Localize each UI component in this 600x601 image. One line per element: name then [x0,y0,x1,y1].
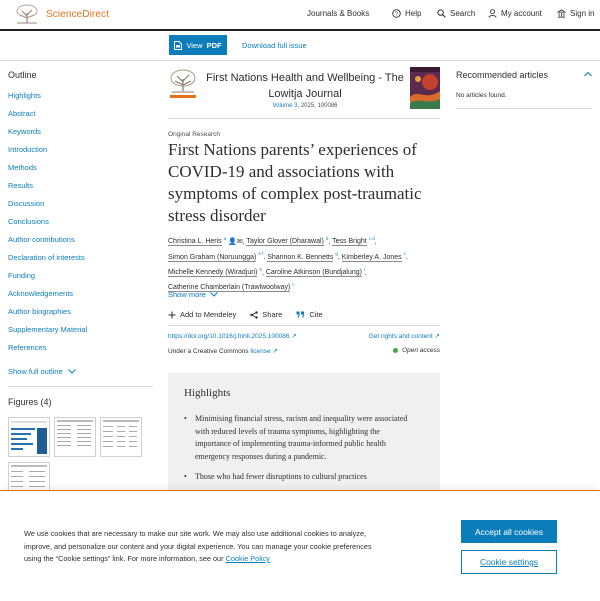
cite-button[interactable] [296,310,322,319]
author-list: Christina L. Heris $^a$ 👤✉, Taylor Glover (Dharawal) $^b$, Tess Bright $^{c d}$, Simon Graham (Noruungga) $^{e f}$, Shannon K. Bennetts $^g$, Kimberley A. Jones $^c$, Michelle Kennedy (Wiradjuri) $^h$, Caroline Atkinson (Bundjalung) $^i$, Catherine Chamberlain (Trawlwoolway) $^c$ [168,236,408,292]
add-to-mendeley-label: Add to Mendeley [180,310,237,319]
elsevier-logo-icon[interactable] [168,67,198,101]
external-link-icon: ↗ [272,348,278,355]
brand-name[interactable]: ScienceDirect [46,9,109,20]
journal-divider [168,118,440,119]
author-link[interactable]: Michelle Kennedy (Wiradjuri) [168,268,258,276]
show-full-outline-label: Show full outline [8,367,63,376]
license-link[interactable]: license [250,348,271,355]
elsevier-tree-logo-icon[interactable] [14,4,40,24]
license-prefix: Under a Creative Commons [168,348,251,355]
outline-divider [8,386,153,387]
outline-item-abstract[interactable]: Abstract [8,109,36,118]
article-actions [168,310,323,319]
doi-link[interactable] [168,332,297,340]
author-affiliation[interactable]: g [335,251,338,257]
person-icon[interactable]: 👤 [228,238,237,246]
author-affiliation[interactable]: a [223,236,227,241]
cookie-settings-button[interactable] [461,550,557,574]
get-rights-link[interactable] [369,332,440,340]
author-affiliation[interactable]: c [403,251,406,257]
top-header [0,0,600,31]
author-link[interactable]: Kimberley A. Jones [341,253,402,261]
outline-item-declaration-of-interests[interactable]: Declaration of interests [8,253,85,262]
outline-item-author-contributions[interactable]: Author contributions [8,235,75,244]
outline-item-supplementary-material[interactable]: Supplementary Material [8,325,88,334]
share-button[interactable] [250,310,282,319]
cookie-banner [0,490,600,601]
svg-text:?: ? [395,11,398,18]
figures-title: Figures (4) [8,397,52,407]
rights-text: Get rights and content [368,333,433,340]
license-line [168,347,278,355]
outline-item-acknowledgements[interactable]: Acknowledgements [8,289,74,298]
journal-title[interactable]: First Nations Health and Wellbeing - The Lowitja Journal [206,72,404,100]
figure-thumbnail-1[interactable] [8,417,50,457]
search-icon [437,9,446,18]
outline-item-discussion[interactable]: Discussion [8,199,45,208]
outline-panel [8,70,153,376]
external-link-icon: ↗ [291,333,297,340]
author-link[interactable]: Taylor Glover (Dharawal) [246,238,324,246]
highlights-section [168,373,440,503]
share-icon [250,311,258,319]
figure-table-thumbnail-icon [55,418,95,456]
recommended-articles-title[interactable]: Recommended articles [456,70,549,80]
figure-chart-thumbnail-icon [9,418,49,456]
chevron-down-icon [210,292,218,297]
highlight-item: • Minimising financial stress, racism and inequality were associated with reduced levels of trauma symptoms, highlighting the importance of implementing trauma-informed public health emergency responses during a pandemic. [184,413,414,463]
author-affiliation[interactable]: c d [368,236,375,241]
cookie-settings-label: Cookie settings [479,557,539,567]
cookie-text: We use cookies that are necessary to make our site work. We may also use additional cookies to analyze, improve, and personalize our content and your digital experience. You can manage your cookie preferences using the “Cookie settings” link. For more information, see our [24,529,372,563]
pdf-document-icon [174,41,182,50]
sign-in-link[interactable] [557,9,594,18]
doi-text: https://doi.org/10.1016/j.fnhli.2025.100086 [168,333,290,340]
journal-cover-image[interactable] [410,67,440,109]
outline-item-methods[interactable]: Methods [8,163,37,172]
author-link[interactable]: Tess Bright [332,238,367,246]
accept-all-cookies-button[interactable]: Accept all cookies [461,520,557,543]
cookie-policy-link[interactable]: Cookie Policy [225,554,270,563]
search-link[interactable] [437,9,475,18]
help-circle-icon [392,9,401,18]
outline-item-conclusions[interactable]: Conclusions [8,217,49,226]
cookie-message [24,528,384,566]
help-link[interactable] [392,9,421,18]
figure-table-thumbnail-icon [101,418,141,456]
outline-item-highlights[interactable]: Highlights [8,91,41,100]
figure-table-thumbnail-icon [9,463,49,493]
share-label: Share [262,310,283,319]
chevron-down-icon [68,369,76,374]
figure-thumbnail-2[interactable] [54,417,96,457]
download-full-issue-link[interactable]: Download full issue [242,41,307,50]
journals-books-label: Journals & Books [307,9,370,18]
volume-details: , 2025, 100086 [297,103,338,109]
author-link[interactable]: Simon Graham (Noruungga) [168,253,257,261]
my-account-label: My account [501,9,542,18]
user-icon [488,9,497,18]
view-pdf-label: View [186,40,203,50]
author-affiliation[interactable]: h [259,266,262,272]
author-link[interactable]: Caroline Atkinson (Bundjalung) [265,268,362,276]
outline-item-keywords[interactable]: Keywords [8,127,41,136]
my-account-link[interactable] [488,9,542,18]
cite-label: Cite [309,310,323,319]
add-to-mendeley-button[interactable] [168,310,236,319]
journals-books-link[interactable] [307,9,369,18]
author-link[interactable]: Catherine Chamberlain (Trawlwoolway) [168,284,291,292]
open-access-dot-icon [393,348,398,353]
chevron-up-icon[interactable] [584,71,592,77]
help-label: Help [405,9,422,18]
envelope-icon[interactable]: ✉ [236,238,243,246]
highlight-item: • Those who had fewer disruptions to cultural practices [184,471,414,484]
no-articles-message: No articles found. [456,92,507,99]
view-pdf-button[interactable] [169,35,227,55]
article-type: Original Research [168,131,221,138]
outline-item-introduction[interactable]: Introduction [8,145,48,154]
search-label: Search [450,9,476,18]
highlights-heading: Highlights [184,387,231,399]
quote-icon [296,311,305,318]
author-link[interactable]: Shannon K. Bennetts [267,253,334,261]
outline-title: Outline [8,70,37,80]
outline-item-references[interactable]: References [8,343,47,352]
journal-volume [200,103,410,109]
highlights-list [184,413,414,492]
article-toolbar [0,31,600,61]
show-full-outline-button[interactable] [8,367,153,376]
volume-link[interactable]: Volume 3 [272,103,298,109]
show-more-label: Show more [168,290,206,299]
author-affiliation[interactable]: c [292,281,295,287]
external-link-icon: ↗ [434,333,440,340]
outline-item-results[interactable]: Results [8,181,34,190]
institution-icon [557,9,566,18]
actions-divider [168,325,440,326]
plus-icon [168,311,176,319]
outline-item-author-biographies[interactable]: Author biographies [8,307,71,316]
author-affiliation[interactable]: i [363,266,365,272]
open-access-label: Open access [402,347,440,354]
outline-item-funding[interactable]: Funding [8,271,36,280]
sign-in-label: Sign in [570,9,595,18]
figure-thumbnail-3[interactable] [100,417,142,457]
article-title: First Nations parents’ experiences of COVID-19 and associations with symptoms of complex post-traumatic stress disorder [168,140,422,225]
author-link[interactable]: Christina L. Heris [168,238,222,246]
pdf-label: PDF [206,40,222,50]
recommended-divider [456,108,592,109]
recommended-articles-panel [456,70,592,99]
open-access-badge [393,347,440,354]
show-more-button[interactable] [168,290,218,299]
author-affiliation[interactable]: b [325,236,329,241]
author-affiliation[interactable]: e f [258,251,264,257]
